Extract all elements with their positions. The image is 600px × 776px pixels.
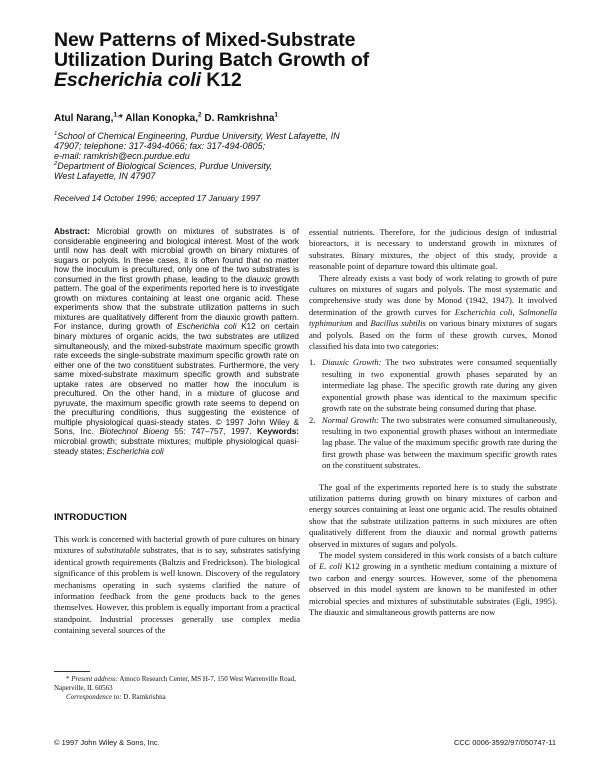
- list-item-number: 2.: [309, 414, 316, 425]
- right-p4-text-1: The model system considered in this work consists of a batch culture of: [309, 549, 557, 572]
- list-item-text: The two substrates were consumed sequentially resulting in two exponential growth phases separated by an intermediate lag phase. The specific growth rate during any given exponential growth phase was identical to the maximum specific growth rate on the substrate being consumed during that phase.: [322, 357, 557, 414]
- intro-text-2: substrates, that is to say, substrates satisfying identical growth requirements (Baltzis and Fredrickson). The biological significance of this problem is well known. Discovery of the regulatory mechanisms operating in such systems clarified the nature of information feedback from the gene products back to the genes themselves. However, this problem is equally important from a practical standpoint. Industrial processes generally use complex media containing several sources of the: [54, 545, 301, 636]
- author-1-affil: 1,: [113, 111, 119, 119]
- list-item-label: Diauxic Growth:: [322, 357, 382, 368]
- footer-copyright: © 1997 John Wiley & Sons, Inc.: [54, 738, 160, 747]
- title-organism: Escherichia coli: [54, 69, 201, 91]
- right-p2-text-1: There already exists a vast body of work relating to growth of pure cultures on mixtures of sugars and polyols. The most systematic and comprehensive study was done by Monod (1942, 1947). It involved determination of the growth curves for: [309, 272, 557, 317]
- footnote-corr-label: Correspondence to:: [66, 693, 122, 701]
- keywords-text: microbial growth; substrate mixtures; multiple physiological quasi-steady states;: [54, 437, 299, 456]
- abstract-text-1: Microbial growth on mixtures of substrates is of considerable engineering and biological interest. Most of the work until now has dealt with microbial growth on binary mixtures of sugars or polyols. In these cases, it is often found that no matter how the inoculum is precultured, only one of the two substrates is consumed in the first growth phase, leading to the: [54, 227, 299, 284]
- keywords-organism: Escherichia coli: [106, 446, 164, 456]
- section-heading-introduction: INTRODUCTION: [54, 512, 127, 523]
- affiliations: [54, 131, 474, 181]
- affiliation-line-1: [54, 131, 474, 141]
- footnote-corr-text: D. Ramkrishna: [121, 693, 166, 701]
- footer-ccc-code: CCC 0006-3592/97/050747-11: [453, 738, 556, 747]
- affiliation-1-text: School of Chemical Engineering, Purdue University, West Lafayette, IN: [57, 131, 340, 141]
- author-1: Atul Narang,: [54, 113, 114, 124]
- right-column: [309, 227, 557, 618]
- author-list: [54, 113, 278, 124]
- list-item: [309, 415, 557, 472]
- title-line-1: New Patterns of Mixed-Substrate: [54, 29, 356, 51]
- list-item-number: 1.: [309, 357, 316, 368]
- footnote-present-label: Present address:: [71, 675, 118, 683]
- title-line-3: [54, 70, 474, 90]
- right-paragraph-2: [309, 273, 557, 353]
- paper-title: [54, 30, 474, 90]
- footnote-present-address: [54, 675, 300, 693]
- footnote-correspondence: [54, 693, 300, 702]
- author-3: D. Ramkrishna: [201, 113, 275, 124]
- list-item: [309, 357, 557, 414]
- abstract-organism: Escherichia coli: [177, 322, 237, 332]
- right-p2-text-2: on various binary mixtures of sugars and polyols. Based on the form of these growth curves, Monod classified his data into two categories:: [309, 318, 557, 352]
- affiliation-2-marker: 2: [54, 161, 58, 167]
- abstract-label: Abstract:: [54, 227, 90, 236]
- footnote-star: *: [66, 675, 72, 683]
- affiliation-line-5: West Lafayette, IN 47907: [54, 171, 156, 181]
- right-paragraph-4: [309, 550, 557, 618]
- list-item-label: Normal Growth:: [322, 414, 379, 425]
- affiliation-line-2: 47907; telephone: 317-494-4066; fax: 317-494-0805;: [54, 141, 266, 151]
- footnotes: [54, 675, 300, 702]
- affiliation-line-4: [54, 161, 474, 171]
- right-p2-bacillus: Bacillus subtilis: [370, 318, 426, 329]
- abstract-journal: Biotechnol Bioeng: [99, 427, 169, 437]
- author-2-affil: 2: [197, 111, 202, 119]
- abstract-diauxic: diauxic: [245, 274, 272, 284]
- abstract-text-2: growth pattern. The goal of the experiments reported here is to investigate growth on mixtures containing at least one organic acid. These experiments show that the substrate utilization patterns in such mixtures are qualitatively different from the diauxic growth pattern. For instance, during growth of: [54, 274, 299, 332]
- affiliation-2-text: Department of Biological Sciences, Purdue University,: [57, 161, 273, 171]
- right-p2-and: and: [352, 318, 371, 329]
- right-p2-organisms: Escherichia coli, Salmonella typhimurium: [309, 306, 557, 329]
- abstract-citation: 55: 747–757, 1997.: [168, 427, 252, 437]
- intro-text-1: This work is concerned with bacterial growth of pure cultures on binary mixtures of: [54, 534, 300, 556]
- title-strain: K12: [200, 69, 242, 91]
- received-dates: Received 14 October 1996; accepted 17 January 1997: [54, 193, 261, 203]
- right-paragraph-1: essential nutrients. Therefore, for the judicious design of industrial bioreactors, it is necessary to understand growth in mixtures of substrates. Binary mixtures, the object of this study, provide a reasonable point of departure toward this ultimate goal.: [309, 227, 557, 272]
- title-line-2: Utilization During Batch Growth of: [54, 49, 370, 71]
- introduction-paragraph: [54, 534, 300, 637]
- keywords-label: Keywords:: [257, 427, 299, 437]
- intro-substitutable: substitutable: [96, 545, 140, 556]
- affiliation-1-marker: 1: [54, 131, 58, 137]
- growth-category-list: [309, 357, 557, 471]
- abstract-text-3: K12 on certain binary mixtures of organic acids, the two substrates are utilized simultaneously, and the mixed-substrate maximum specific growth rate exceeds the single-substrate maximum specific growth rate on either one of the two constituent substrates. Furthermore, the very same mixed-substrate maximum specific growth and substrate uptake rates are observed no matter how the inoculum is precultured. On the other hand, in a mixture of glucose and pyruvate, the maximum specific growth rate seems to depend on the preculturing conditions, thus suggesting the existence of multiple physiological quasi-steady states. © 1997 John Wiley & Sons, Inc.: [54, 322, 299, 437]
- author-2: Allan Konopka,: [122, 113, 198, 124]
- author-1-star: *: [118, 113, 123, 124]
- right-p4-text-2: K12 growing in a synthetic medium containing a mixture of two carbon and energy sources. However, some of the phenomena observed in this model system are known to be manifested in other microbial species and mixtures of substitutable substrates (Egli, 1995). The diauxic and simultaneous growth patterns are now: [309, 561, 557, 617]
- author-3-affil: 1: [274, 111, 279, 119]
- footnote-rule: [54, 671, 90, 672]
- right-paragraph-3: The goal of the experiments reported here is to study the substrate utilization patterns during growth on binary mixtures of carbon and energy sources containing at least one organic acid. The results obtained show that the substrate utilization patterns in such mixtures are often qualitatively different from the diauxic and normal growth patterns observed in mixtures of sugars and polyols.: [309, 481, 557, 549]
- abstract: [54, 227, 299, 456]
- right-p4-organism: E. coli: [319, 561, 343, 572]
- footnote-present-text: Amoco Research Center, MS H-7, 150 West Warrenville Road, Naperville, IL 60563: [54, 675, 296, 692]
- affiliation-email: e-mail: ramkrish@ecn.purdue.edu: [54, 151, 190, 161]
- list-item-text: The two substrates were consumed simultaneously, resulting in two exponential growth phases without an intermediate lag phase. The value of the maximum specific growth rate during the first growth phase was between the maximum specific growth rates on the constituent substrates.: [322, 414, 557, 471]
